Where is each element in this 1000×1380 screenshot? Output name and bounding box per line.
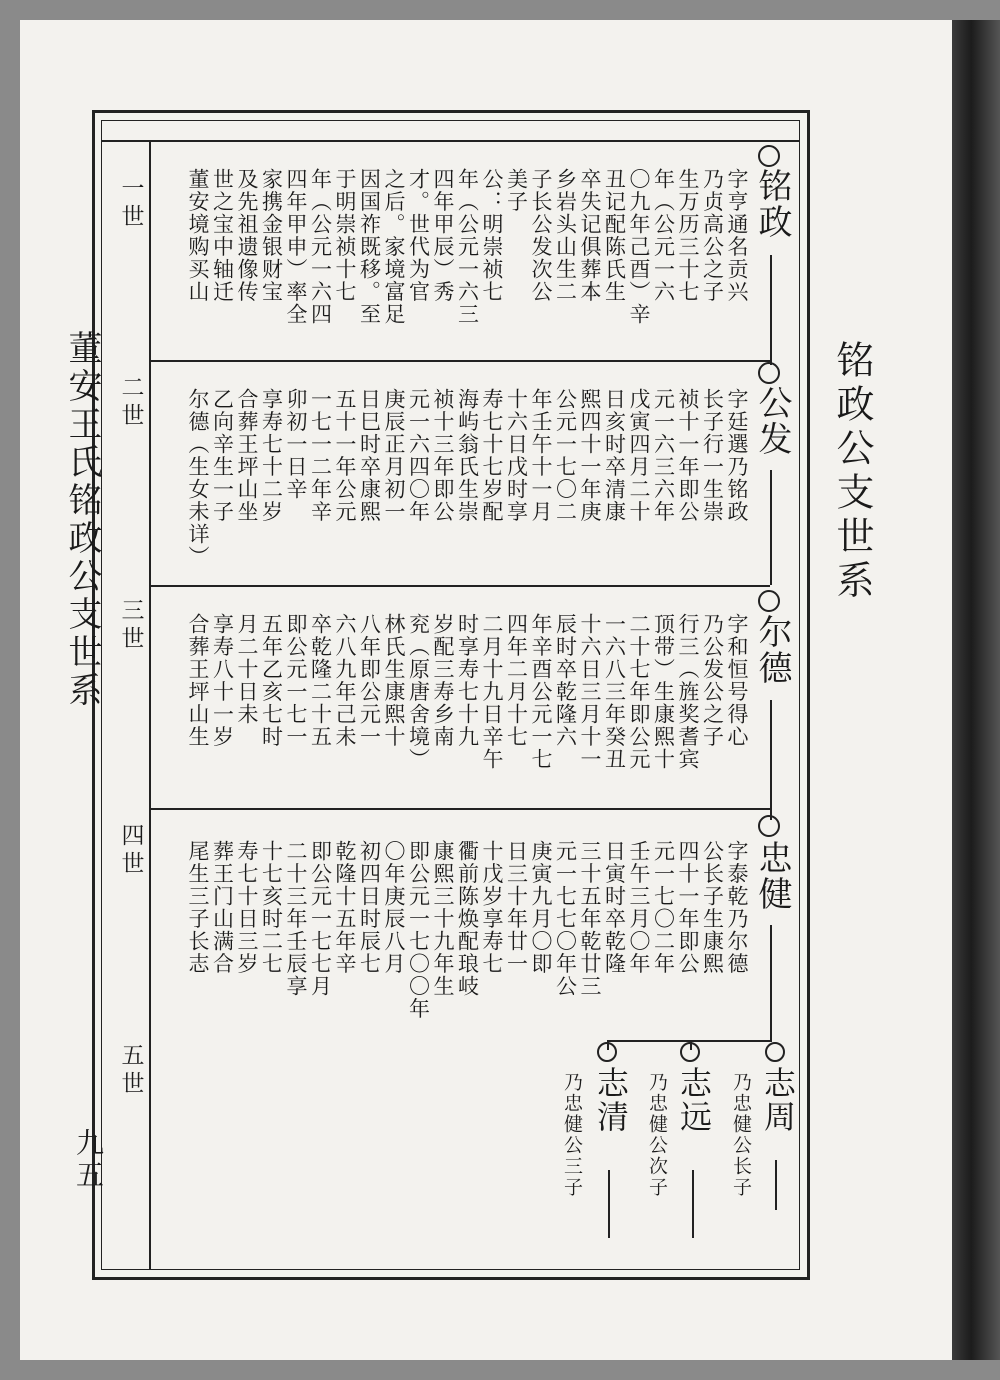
- member-marker-mingzheng: [758, 145, 780, 167]
- bio-column: 合葬王坪山坐: [235, 388, 259, 523]
- bio-column: 即公元一七一: [284, 613, 308, 748]
- bio-column: 祯十一年即公: [676, 388, 700, 523]
- bio-column: 因国祚既移。至: [357, 168, 382, 326]
- child-tail-3: [608, 1170, 610, 1238]
- bio-column: 初四日时辰七: [357, 840, 382, 975]
- bio-column: 卯初一日辛: [284, 388, 308, 501]
- generation-divider: [149, 140, 151, 1270]
- bio-column: 岁配三寿乡南: [431, 613, 455, 748]
- bio-column: 元一六四〇年: [406, 388, 431, 523]
- bio-column: 二十七年即公元: [627, 613, 651, 771]
- bio-column: 字泰乾乃尔德: [725, 840, 749, 975]
- child-desc-2: 乃忠健公次子: [646, 1072, 668, 1198]
- bio-column: 四年二月十七: [504, 613, 529, 748]
- member-marker-erde: [758, 590, 780, 612]
- child-name-3: 志清: [592, 1066, 630, 1134]
- gen-label-2: 二世: [121, 375, 145, 429]
- child-tail-1: [775, 1160, 777, 1210]
- bio-column: 即公元一七〇〇年: [406, 840, 431, 1020]
- bio-column: 五十一年公元: [333, 388, 357, 523]
- gen-label-4: 四世: [121, 823, 145, 877]
- bio-column: 四年甲申）率全: [284, 168, 308, 326]
- bio-column: 之后。家境富足: [382, 168, 406, 326]
- bio-column: 顶带）生康熙十: [651, 613, 676, 771]
- bio-column: 及先祖遗像传: [235, 168, 259, 303]
- bio-column: 辰时卒乾隆六: [553, 613, 578, 748]
- bio-column: 乃公发公之子: [700, 613, 725, 748]
- bio-column: 尔德（生女未详）: [186, 388, 210, 568]
- bio-column: 戊寅四月二十: [627, 388, 651, 523]
- bio-column: 字和恒号得心: [725, 613, 749, 748]
- bio-column: 壬午三月〇年: [627, 840, 651, 975]
- member-name-erde: 尔德: [752, 614, 792, 686]
- gen-label-3: 三世: [121, 598, 145, 652]
- gen-label-1: 一世: [121, 176, 145, 230]
- bio-column: 月二十日未: [235, 613, 259, 726]
- bio-column: 〇九年己酉）辛: [627, 168, 651, 326]
- bio-column: 庚寅九月〇即: [529, 840, 553, 975]
- lineage-line-1: [770, 255, 772, 365]
- bio-column: 尾生三子长志: [186, 840, 210, 975]
- bio-column: 时享寿七十九: [455, 613, 480, 748]
- bio-column: 年辛酉公元一七: [529, 613, 553, 771]
- bio-column: 子长公发次公: [529, 168, 553, 303]
- bio-column: 五年乙亥七时: [259, 613, 284, 748]
- bio-column: 十七亥时二七: [259, 840, 284, 975]
- gen-separator-4: [150, 808, 770, 810]
- bio-column: 庚辰正月初一: [382, 388, 406, 523]
- bio-column: 乃贞高公之子: [700, 168, 725, 303]
- bio-column: 年壬午十一月: [529, 388, 553, 523]
- bio-column: 衢前陈焕配琅岐: [455, 840, 480, 998]
- bio-column: 享寿八十一岁: [210, 613, 235, 748]
- bio-column: 日三十年廿一: [504, 840, 529, 975]
- bio-column: 葬王门山满合: [210, 840, 235, 975]
- bio-column: 年（公元一六: [651, 168, 676, 303]
- bio-column: 美子: [504, 168, 529, 213]
- child-marker-1: [765, 1042, 785, 1062]
- bio-column: 一六八三年癸丑: [602, 613, 627, 771]
- bio-column: 寿七十七岁配: [480, 388, 504, 523]
- child-marker-3: [597, 1042, 617, 1062]
- bio-column: 兖（原唐舍境）: [406, 613, 431, 771]
- bio-column: 元一七〇二年: [651, 840, 676, 975]
- bio-column: 日寅时卒乾隆: [602, 840, 627, 975]
- bio-column: 元一七七〇年公: [553, 840, 578, 998]
- branch-title: 铭政公支世系: [830, 340, 874, 604]
- bio-column: 卒失记俱葬本: [578, 168, 602, 303]
- bio-column: 家携金银财宝: [259, 168, 284, 303]
- bio-column: 行三（旌奖耆宾: [676, 613, 700, 771]
- lineage-line-3: [770, 700, 772, 820]
- lineage-line-2: [770, 470, 772, 585]
- member-marker-gongfa: [758, 362, 780, 384]
- child-name-1: 志周: [759, 1066, 797, 1134]
- bio-column: 公元一七〇二: [553, 388, 578, 523]
- bio-column: 公长子生康熙: [700, 840, 725, 975]
- bio-column: 十六日三月十一: [578, 613, 602, 771]
- bio-column: 年（公元一六三: [455, 168, 480, 326]
- bio-column: 熙四十一年庚: [578, 388, 602, 523]
- bio-column: 四十一年即公: [676, 840, 700, 975]
- bio-column: 卒乾隆二十五: [308, 613, 333, 748]
- bio-column: 祯十三年即公: [431, 388, 455, 523]
- bio-column: 八年即公元一: [357, 613, 382, 748]
- bio-column: 生万历三十七: [676, 168, 700, 303]
- bio-column: 才。世代为官: [406, 168, 431, 303]
- bio-column: 字廷選乃铭政: [725, 388, 749, 523]
- bio-column: 合葬王坪山生: [186, 613, 210, 748]
- bio-column: 世之宝中轴迁: [210, 168, 235, 303]
- child-name-2: 志远: [675, 1066, 713, 1134]
- bio-column: 年（公元一六四: [308, 168, 333, 326]
- child-desc-3: 乃忠健公三子: [561, 1072, 583, 1198]
- bio-column: 四年甲辰）秀: [431, 168, 455, 303]
- bio-column: 乙向辛生一子: [210, 388, 235, 523]
- bio-column: 乡岩头山生二: [553, 168, 578, 303]
- bio-column: 康熙三十九年生: [431, 840, 455, 998]
- bio-column: 公：明崇祯七: [480, 168, 504, 303]
- bio-column: 二月十九日辛午: [480, 613, 504, 771]
- side-title: 董安王氏铭政公支世系: [62, 330, 102, 710]
- bio-column: 一七一二年辛: [308, 388, 333, 523]
- child-tail-2: [692, 1170, 694, 1238]
- lineage-line-4: [770, 925, 772, 1040]
- child-desc-1: 乃忠健公长子: [730, 1072, 752, 1198]
- bio-column: 享寿七十二岁: [259, 388, 284, 523]
- bio-column: 于明崇祯十七: [333, 168, 357, 303]
- header-rule: [101, 140, 800, 142]
- gen-label-5: 五世: [121, 1043, 145, 1097]
- member-name-gongfa: 公发: [752, 385, 792, 457]
- bio-column: 六八九年己未: [333, 613, 357, 748]
- bio-column: 长子行一生崇: [700, 388, 725, 523]
- bio-column: 元一六三六年: [651, 388, 676, 523]
- bio-column: 日巳时卒康熙: [357, 388, 382, 523]
- bio-column: 丑记配陈氏生: [602, 168, 627, 303]
- child-marker-2: [680, 1042, 700, 1062]
- bio-column: 二十三年壬辰享: [284, 840, 308, 998]
- bio-column: 三十五年乾廿三: [578, 840, 602, 998]
- bio-column: 海屿翁氏生崇: [455, 388, 480, 523]
- bio-column: 寿七十日三岁: [235, 840, 259, 975]
- member-marker-zhongjian: [758, 815, 780, 837]
- bio-column: 十戊岁享寿七: [480, 840, 504, 975]
- member-name-zhongjian: 忠健: [752, 840, 792, 912]
- member-name-mingzheng: 铭政: [752, 168, 792, 240]
- bio-column: 十六日戊时享: [504, 388, 529, 523]
- bio-column: 董安境购买山: [186, 168, 210, 303]
- gen-separator-3: [150, 585, 770, 587]
- page-number: 九五: [72, 1128, 105, 1192]
- bio-column: 日亥时卒清康: [602, 388, 627, 523]
- gen-separator-2: [150, 360, 770, 362]
- book-spine: [952, 20, 1000, 1360]
- bio-column: 即公元一七七月: [308, 840, 333, 998]
- bio-column: 〇年庚辰八月: [382, 840, 406, 975]
- bio-column: 林氏生康熙十: [382, 613, 406, 748]
- bio-column: 字亨通名贡兴: [725, 168, 749, 303]
- bio-column: 乾隆十五年辛: [333, 840, 357, 975]
